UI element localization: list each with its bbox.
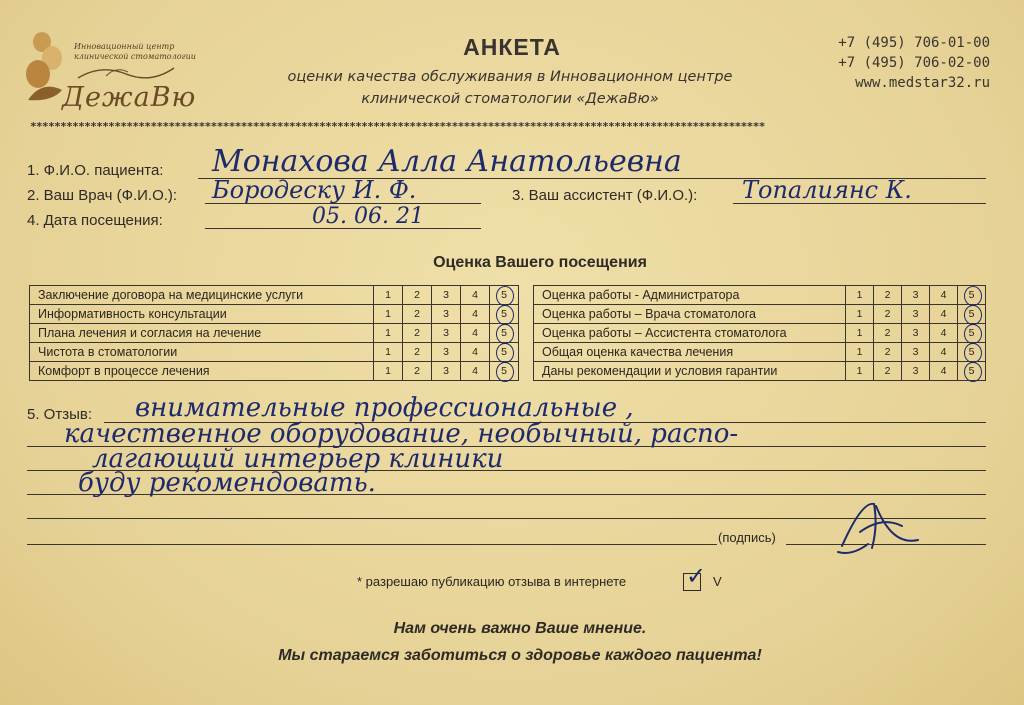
score-option-3[interactable]: 3 [432, 343, 461, 362]
score-option-1[interactable]: 1 [846, 286, 874, 305]
score-option-2[interactable]: 2 [874, 362, 902, 381]
score-option-5[interactable]: 5 [958, 362, 986, 381]
assistant-label: 3. Ваш ассистент (Ф.И.О.): [512, 187, 698, 204]
star-divider: ************************************************************************************************************************** [30, 120, 765, 133]
score-option-5[interactable]: 5 [490, 305, 519, 324]
score-option-3[interactable]: 3 [902, 324, 930, 343]
score-option-4[interactable]: 4 [930, 305, 958, 324]
score-option-2[interactable]: 2 [874, 305, 902, 324]
footer-message-1: Нам очень важно Ваше мнение. [393, 620, 647, 637]
score-option-1[interactable]: 1 [374, 305, 403, 324]
signature-scribble-icon[interactable] [832, 496, 922, 558]
checkmark-icon: ✓ [686, 562, 707, 590]
review-text-line1[interactable]: внимательные профессиональные , [135, 393, 634, 423]
rating-table-right [533, 285, 986, 381]
rating-row [534, 324, 986, 343]
score-option-2[interactable]: 2 [874, 343, 902, 362]
score-option-3[interactable]: 3 [902, 362, 930, 381]
score-option-1[interactable]: 1 [374, 286, 403, 305]
patient-name-label: 1. Ф.И.О. пациента: [27, 162, 164, 179]
score-option-4[interactable]: 4 [930, 362, 958, 381]
doctor-field[interactable]: Бородеску И. Ф. [212, 176, 417, 204]
score-option-2[interactable]: 2 [403, 324, 432, 343]
publish-consent-text: * разрешаю публикацию отзыва в интернете [357, 574, 627, 589]
logo-wordmark: ДежаВю [62, 82, 197, 113]
rating-row [30, 324, 519, 343]
subtitle-line1: оценки качества обслуживания в Инновационном центре [287, 69, 733, 85]
score-option-5[interactable]: 5 [958, 324, 986, 343]
score-option-2[interactable]: 2 [874, 324, 902, 343]
score-option-3[interactable]: 3 [902, 305, 930, 324]
score-option-1[interactable]: 1 [846, 343, 874, 362]
review-text-line2[interactable]: качественное оборудование, необычный, распо- [64, 419, 739, 449]
score-option-3[interactable]: 3 [902, 286, 930, 305]
logo-flourish-icon [76, 62, 176, 84]
score-option-4[interactable]: 4 [461, 286, 490, 305]
logo-text-line1: Инновационный центр [74, 42, 175, 51]
score-option-5[interactable]: 5 [490, 324, 519, 343]
review-text-line4[interactable]: буду рекомендовать. [78, 468, 376, 498]
rating-criterion: Заключение договора на медицинские услуги [30, 286, 374, 305]
phone-2: +7 (495) 706-02-00 [838, 55, 990, 71]
score-option-2[interactable]: 2 [403, 305, 432, 324]
rating-criterion: Оценка работы – Ассистента стоматолога [534, 324, 846, 343]
rating-criterion: Оценка работы – Врача стоматолога [534, 305, 846, 324]
score-option-5[interactable]: 5 [490, 362, 519, 381]
score-option-4[interactable]: 4 [930, 286, 958, 305]
rating-criterion: Общая оценка качества лечения [534, 343, 846, 362]
form-subtitle [210, 66, 810, 110]
form-title: АНКЕТА [463, 34, 561, 60]
rating-criterion: Комфорт в процессе лечения [30, 362, 374, 381]
signature-label: (подпись) [718, 530, 776, 545]
rating-criterion: Информативность консультации [30, 305, 374, 324]
score-option-2[interactable]: 2 [403, 343, 432, 362]
score-option-1[interactable]: 1 [846, 324, 874, 343]
score-option-1[interactable]: 1 [374, 324, 403, 343]
rating-criterion: Плана лечения и согласия на лечение [30, 324, 374, 343]
visit-date-label: 4. Дата посещения: [27, 212, 163, 229]
contacts-block [838, 33, 990, 93]
rating-row [534, 362, 986, 381]
subtitle-line2: клинической стоматологии «ДежаВю» [361, 91, 659, 107]
rating-criterion: Чистота в стоматологии [30, 343, 374, 362]
rating-row [534, 343, 986, 362]
score-option-1[interactable]: 1 [846, 362, 874, 381]
rating-row [534, 286, 986, 305]
score-option-3[interactable]: 3 [902, 343, 930, 362]
score-option-3[interactable]: 3 [432, 286, 461, 305]
footer-message-2: Мы стараемся заботиться о здоровье каждого пациента! [278, 647, 762, 664]
score-option-4[interactable]: 4 [930, 324, 958, 343]
review-label: 5. Отзыв: [27, 406, 93, 423]
score-option-4[interactable]: 4 [461, 362, 490, 381]
rating-row [30, 343, 519, 362]
score-option-2[interactable]: 2 [403, 362, 432, 381]
rating-criterion: Даны рекомендации и условия гарантии [534, 362, 846, 381]
score-option-4[interactable]: 4 [461, 305, 490, 324]
score-option-3[interactable]: 3 [432, 362, 461, 381]
score-option-5[interactable]: 5 [958, 305, 986, 324]
score-option-5[interactable]: 5 [490, 343, 519, 362]
rating-section-title: Оценка Вашего посещения [433, 254, 647, 271]
publish-consent-mark: V [713, 574, 722, 589]
rating-row [30, 286, 519, 305]
rating-table-left [29, 285, 519, 381]
score-option-5[interactable]: 5 [958, 286, 986, 305]
score-option-4[interactable]: 4 [461, 324, 490, 343]
doctor-label: 2. Ваш Врач (Ф.И.О.): [27, 187, 178, 204]
rating-row [534, 305, 986, 324]
review-text-line3[interactable]: лагающий интерьер клиники [92, 444, 504, 474]
score-option-1[interactable]: 1 [374, 362, 403, 381]
review-line-6 [27, 544, 717, 545]
rating-row [30, 362, 519, 381]
score-option-2[interactable]: 2 [403, 286, 432, 305]
score-option-2[interactable]: 2 [874, 286, 902, 305]
rating-criterion: Оценка работы - Администратора [534, 286, 846, 305]
score-option-3[interactable]: 3 [432, 324, 461, 343]
score-option-4[interactable]: 4 [930, 343, 958, 362]
score-option-1[interactable]: 1 [374, 343, 403, 362]
score-option-3[interactable]: 3 [432, 305, 461, 324]
score-option-4[interactable]: 4 [461, 343, 490, 362]
rating-row [30, 305, 519, 324]
assistant-field[interactable]: Топалиянс К. [742, 176, 912, 204]
logo-text-line2: клинической стоматологии [74, 52, 196, 61]
score-option-1[interactable]: 1 [846, 305, 874, 324]
score-option-5[interactable]: 5 [490, 286, 519, 305]
phone-1: +7 (495) 706-01-00 [838, 35, 990, 51]
website-link[interactable]: www.medstar32.ru [855, 75, 990, 91]
patient-name-field[interactable]: Монахова Алла Анатольевна [212, 144, 682, 179]
score-option-5[interactable]: 5 [958, 343, 986, 362]
visit-date-field[interactable]: 05. 06. 21 [312, 204, 424, 229]
